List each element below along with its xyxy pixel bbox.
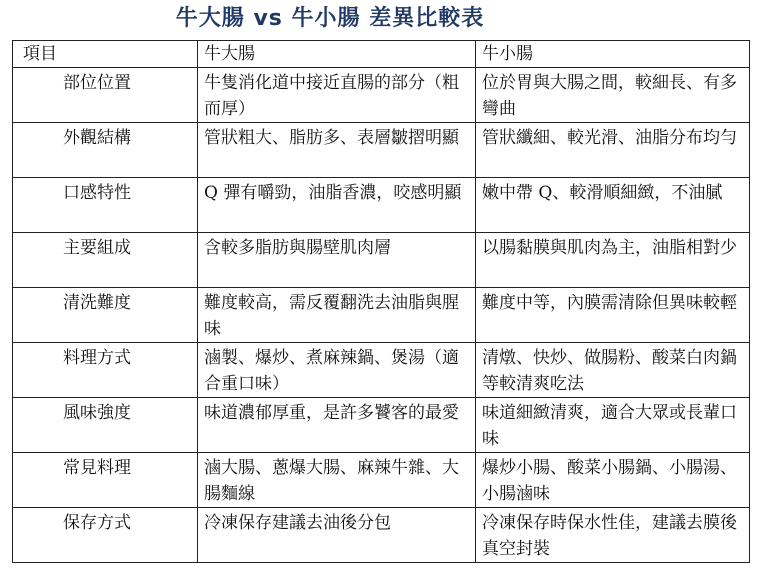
large-intestine-cell: 牛隻消化道中接近直腸的部分（粗而厚） [198,68,476,123]
row-item-label: 外觀結構 [13,123,198,178]
table-row [13,398,750,453]
small-intestine-cell: 位於胃與大腸之間，較細長、有多彎曲 [476,68,750,123]
large-intestine-cell: 含較多脂肪與腸壁肌肉層 [198,233,476,288]
row-item-label: 常見料理 [13,453,198,508]
large-intestine-cell: 管狀粗大、脂肪多、表層皺摺明顯 [198,123,476,178]
small-intestine-cell: 冷凍保存時保水性佳，建議去膜後真空封裝 [476,508,750,563]
small-intestine-cell: 爆炒小腸、酸菜小腸鍋、小腸湯、小腸滷味 [476,453,750,508]
row-item-label: 清洗難度 [13,288,198,343]
table-row [13,343,750,398]
row-item-label: 保存方式 [13,508,198,563]
small-intestine-cell: 難度中等，內膜需清除但異味較輕 [476,288,750,343]
large-intestine-cell: 味道濃郁厚重，是許多饕客的最愛 [198,398,476,453]
table-row [13,123,750,178]
small-intestine-cell: 管狀纖細、較光滑、油脂分布均勻 [476,123,750,178]
row-item-label: 風味強度 [13,398,198,453]
table-row [13,453,750,508]
table-row [13,178,750,233]
large-intestine-cell: Q 彈有嚼勁，油脂香濃，咬感明顯 [198,178,476,233]
table-header-row [13,41,750,68]
large-intestine-cell: 難度較高，需反覆翻洗去油脂與腥味 [198,288,476,343]
small-intestine-cell: 嫩中帶 Q、較滑順細緻，不油膩 [476,178,750,233]
comparison-table [12,40,750,563]
large-intestine-cell: 滷大腸、蔥爆大腸、麻辣牛雜、大腸麵線 [198,453,476,508]
page-title: 牛大腸 vs 牛小腸 差異比較表 [175,6,485,31]
table-row [13,288,750,343]
large-intestine-cell: 滷製、爆炒、煮麻辣鍋、煲湯（適合重口味） [198,343,476,398]
small-intestine-cell: 以腸黏膜與肌肉為主，油脂相對少 [476,233,750,288]
row-item-label: 主要組成 [13,233,198,288]
header-item: 項目 [13,41,198,68]
header-small-intestine: 牛小腸 [476,41,750,68]
table-row [13,508,750,563]
row-item-label: 料理方式 [13,343,198,398]
header-large-intestine: 牛大腸 [198,41,476,68]
table-row [13,233,750,288]
table-row [13,68,750,123]
row-item-label: 口感特性 [13,178,198,233]
small-intestine-cell: 味道細緻清爽，適合大眾或長輩口味 [476,398,750,453]
row-item-label: 部位位置 [13,68,198,123]
small-intestine-cell: 清燉、快炒、做腸粉、酸菜白肉鍋等較清爽吃法 [476,343,750,398]
large-intestine-cell: 冷凍保存建議去油後分包 [198,508,476,563]
